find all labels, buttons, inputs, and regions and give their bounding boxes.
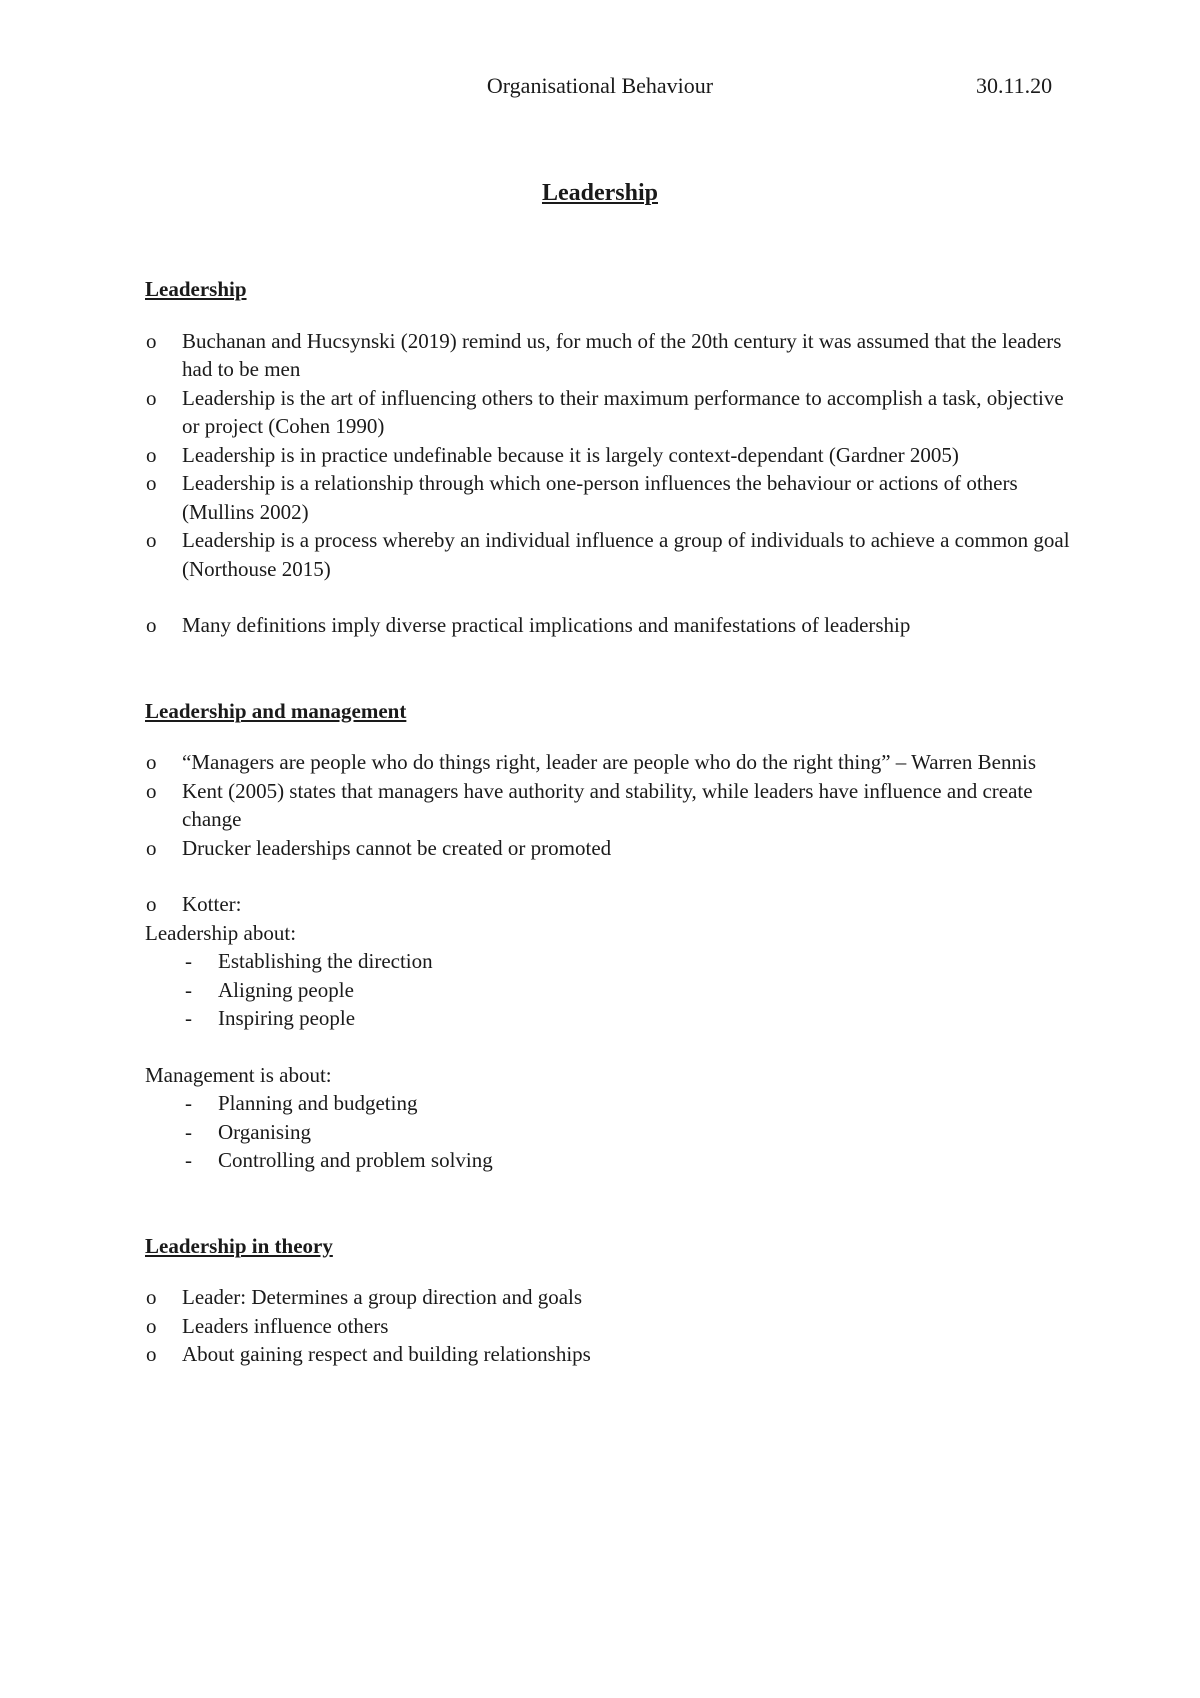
list-item-text: Leadership is in practice undefinable because it is largely context-dependant (Gardner 2005)	[182, 442, 959, 467]
list-item-text: Establishing the direction	[218, 949, 433, 973]
dash-icon: -	[185, 977, 192, 1002]
list-item	[145, 1340, 1075, 1369]
list-item	[145, 748, 1075, 777]
list-item-text: Kent (2005) states that managers have authority and stability, while leaders have influence and create change	[182, 778, 1033, 831]
list-item-text: Leadership is a relationship through which one-person influences the behaviour or actions of others (Mullins 2002)	[182, 471, 1018, 524]
bullet-icon: o	[146, 1342, 157, 1366]
list-item-text: Kotter:	[182, 892, 242, 916]
list-item-text: Leaders influence others	[182, 1313, 389, 1338]
list-item-text: “Managers are people who do things right, leader are people who do the right thing” – Warren Bennis	[182, 750, 1036, 774]
management-about-list	[145, 1089, 1075, 1175]
section-heading-leadership: Leadership	[145, 277, 247, 301]
list-item	[145, 890, 1075, 919]
list-item-text: Organising	[218, 1119, 311, 1144]
header-date: 30.11.20	[976, 73, 1053, 98]
list-item-text: Many definitions imply diverse practical implications and manifestations of leadership	[182, 613, 911, 637]
leadership-about-label: Leadership about:	[145, 920, 297, 945]
bullet-icon: o	[146, 613, 157, 637]
leadership-extra-list	[145, 611, 1075, 640]
list-item	[145, 611, 1075, 640]
list-item-text: Leadership is the art of influencing others to their maximum performance to accomplish a task, objective or project (Cohen 1990)	[182, 385, 1064, 438]
bullet-icon: o	[146, 528, 157, 552]
list-item	[145, 441, 1075, 470]
list-item-text: Planning and budgeting	[218, 1091, 418, 1115]
list-item-text: Buchanan and Hucsynski (2019) remind us, for much of the 20th century it was assumed that the leaders had to be men	[182, 328, 1062, 381]
list-item	[145, 384, 1075, 441]
list-item	[145, 947, 1075, 976]
kotter-list	[145, 890, 1075, 919]
list-item	[145, 1089, 1075, 1118]
bullet-icon: o	[146, 1285, 157, 1309]
list-item-text: Leadership is a process whereby an individual influence a group of individuals to achieve a common goal (Northouse 2015)	[182, 528, 1070, 581]
bullet-icon: o	[146, 750, 157, 774]
section-heading-leadership-management: Leadership and management	[145, 698, 407, 723]
bullet-icon: o	[146, 328, 157, 353]
dash-icon: -	[185, 1006, 192, 1030]
bullet-icon: o	[146, 892, 157, 916]
list-item	[145, 1146, 1075, 1175]
dash-icon: -	[185, 1148, 192, 1172]
list-item	[145, 469, 1075, 526]
list-item	[145, 777, 1075, 834]
list-item	[145, 976, 1075, 1005]
management-about-label: Management is about:	[145, 1062, 332, 1087]
header-course-title: Organisational Behaviour	[486, 73, 714, 98]
list-item	[145, 526, 1075, 583]
document-body	[145, 275, 1075, 1369]
bullet-icon: o	[146, 385, 157, 410]
bullet-icon: o	[146, 778, 157, 803]
bullet-icon: o	[146, 471, 157, 495]
dash-icon: -	[185, 1119, 192, 1144]
list-item-text: Inspiring people	[218, 1006, 356, 1030]
dash-icon: -	[185, 949, 192, 973]
bullet-icon: o	[146, 835, 157, 860]
list-item-text: Leader: Determines a group direction and goals	[182, 1285, 583, 1309]
list-item-text: Drucker leaderships cannot be created or promoted	[182, 835, 612, 860]
document-title: Leadership	[541, 180, 658, 206]
list-item	[145, 1004, 1075, 1033]
list-item	[145, 1283, 1075, 1312]
list-item	[145, 834, 1075, 863]
bullet-icon: o	[146, 442, 157, 467]
list-item	[145, 1118, 1075, 1147]
list-item	[145, 327, 1075, 384]
section-heading-leadership-theory: Leadership in theory	[145, 1233, 333, 1258]
leadership-management-list	[145, 748, 1075, 862]
list-item-text: Controlling and problem solving	[218, 1148, 493, 1172]
list-item	[145, 1312, 1075, 1341]
bullet-icon: o	[146, 1313, 157, 1338]
list-item-text: Aligning people	[218, 977, 354, 1002]
leadership-about-list	[145, 947, 1075, 1033]
leadership-theory-list	[145, 1283, 1075, 1369]
leadership-definitions-list	[145, 327, 1075, 584]
list-item-text: About gaining respect and building relationships	[182, 1342, 591, 1366]
dash-icon: -	[185, 1091, 192, 1115]
